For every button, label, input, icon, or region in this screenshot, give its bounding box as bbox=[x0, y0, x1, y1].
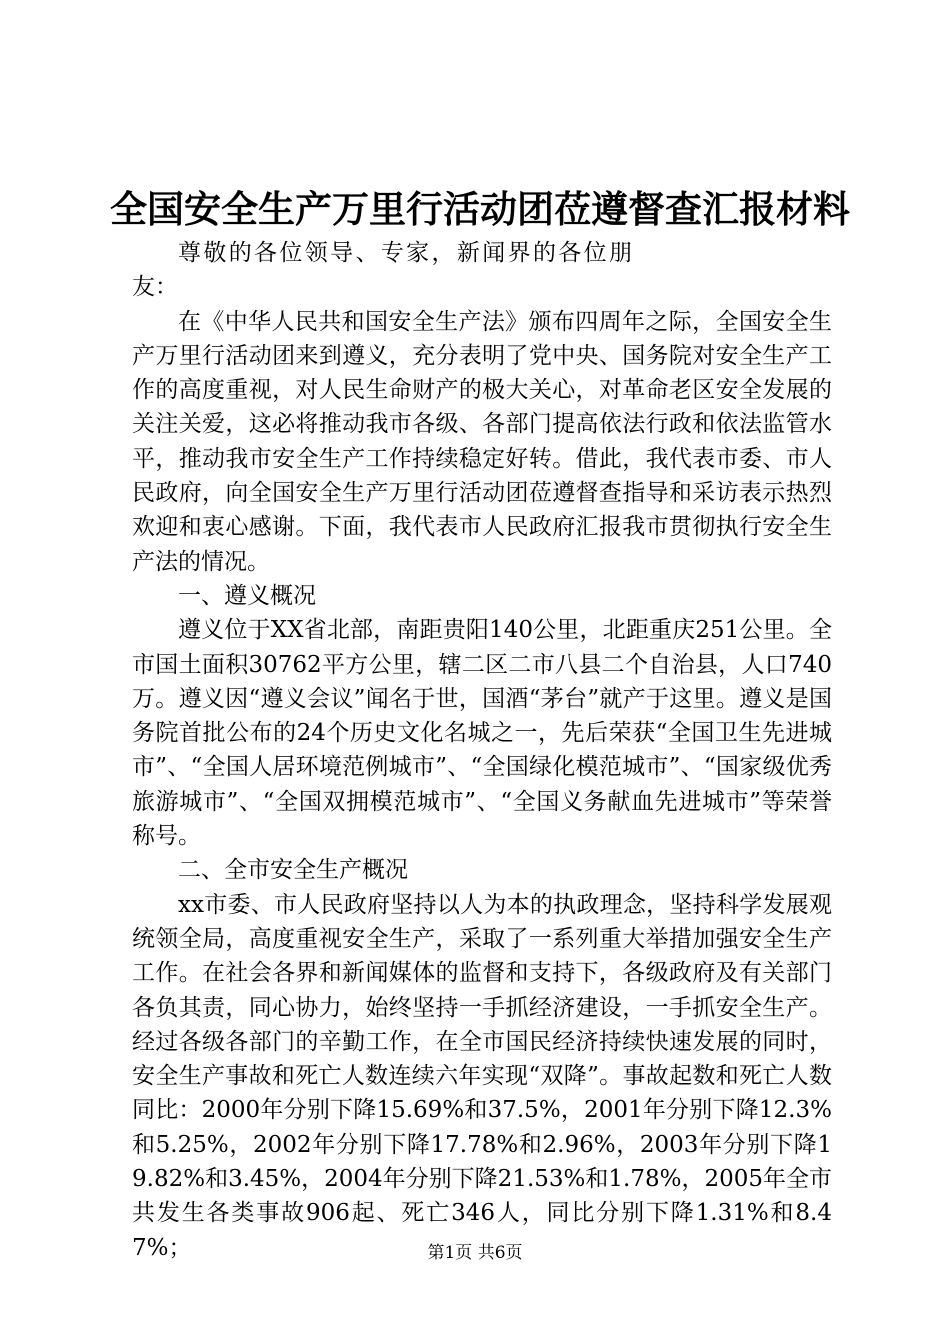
safety-paragraph: xx市委、市人民政府坚持以人为本的执政理念，坚持科学发展观统领全局，高度重视安全生产，采取了一系列重大举措加强安全生产工作。在社会各界和新闻媒体的监督和支持下，各级政府及有关部门各负其责，同心协力，始终坚持一手抓经济建设，一手抓安全生产。经过各级各部门的辛勤工作，在全市国民经济持续快速发展的同时，安全生产事故和死亡人数连续六年实现“双降”。事故起数和死亡人数同比：2000年分别下降15.69%和37.5%，2001年分别下降12.3%和5.25%，2002年分别下降17.78%和2.96%，2003年分别下降19.82%和3.45%，2004年分别下降21.53%和1.78%，2005年全市共发生各类事故906起、死亡346人，同比分别下降1.31%和8.47%； bbox=[132, 891, 832, 1261]
greeting-paragraph: 尊敬的各位领导、专家，新闻界的各位朋友： bbox=[132, 240, 632, 301]
section-heading-safety: 二、全市安全生产概况 bbox=[178, 857, 408, 884]
document-title: 全国安全生产万里行活动团莅遵督查汇报材料 bbox=[110, 187, 850, 231]
document-body bbox=[132, 236, 832, 1265]
section-heading-overview: 一、遵义概况 bbox=[178, 582, 316, 609]
intro-paragraph: 在《中华人民共和国安全生产法》颁布四周年之际，全国安全生产万里行活动团来到遵义，充分表明了党中央、国务院对安全生产工作的高度重视，对人民生命财产的极大关心，对革命老区安全发展的关注关爱，这必将推动我市各级、各部门提高依法行政和依法监管水平，推动我市安全生产工作持续稳定好转。借此，我代表市委、市人民政府，向全国安全生产万里行活动团莅遵督查指导和采访表示热烈欢迎和衷心感谢。下面，我代表市人民政府汇报我市贯彻执行安全生产法的情况。 bbox=[132, 308, 832, 575]
overview-paragraph: 遵义位于XX省北部，南距贵阳140公里，北距重庆251公里。全市国土面积30762平方公里，辖二区二市八县二个自治县，人口740万。遵义因“遵义会议”闻名于世，国酒“茅台”就产于这里。遵义是国务院首批公布的24个历史文化名城之一，先后荣获“全国卫生先进城市”、“全国人居环境范例城市”、“全国绿化模范城市”、“国家级优秀旅游城市”、“全国双拥模范城市”、“全国义务献血先进城市”等荣誉称号。 bbox=[132, 617, 832, 850]
page-footer: 第1页 共6页 bbox=[427, 1243, 523, 1263]
